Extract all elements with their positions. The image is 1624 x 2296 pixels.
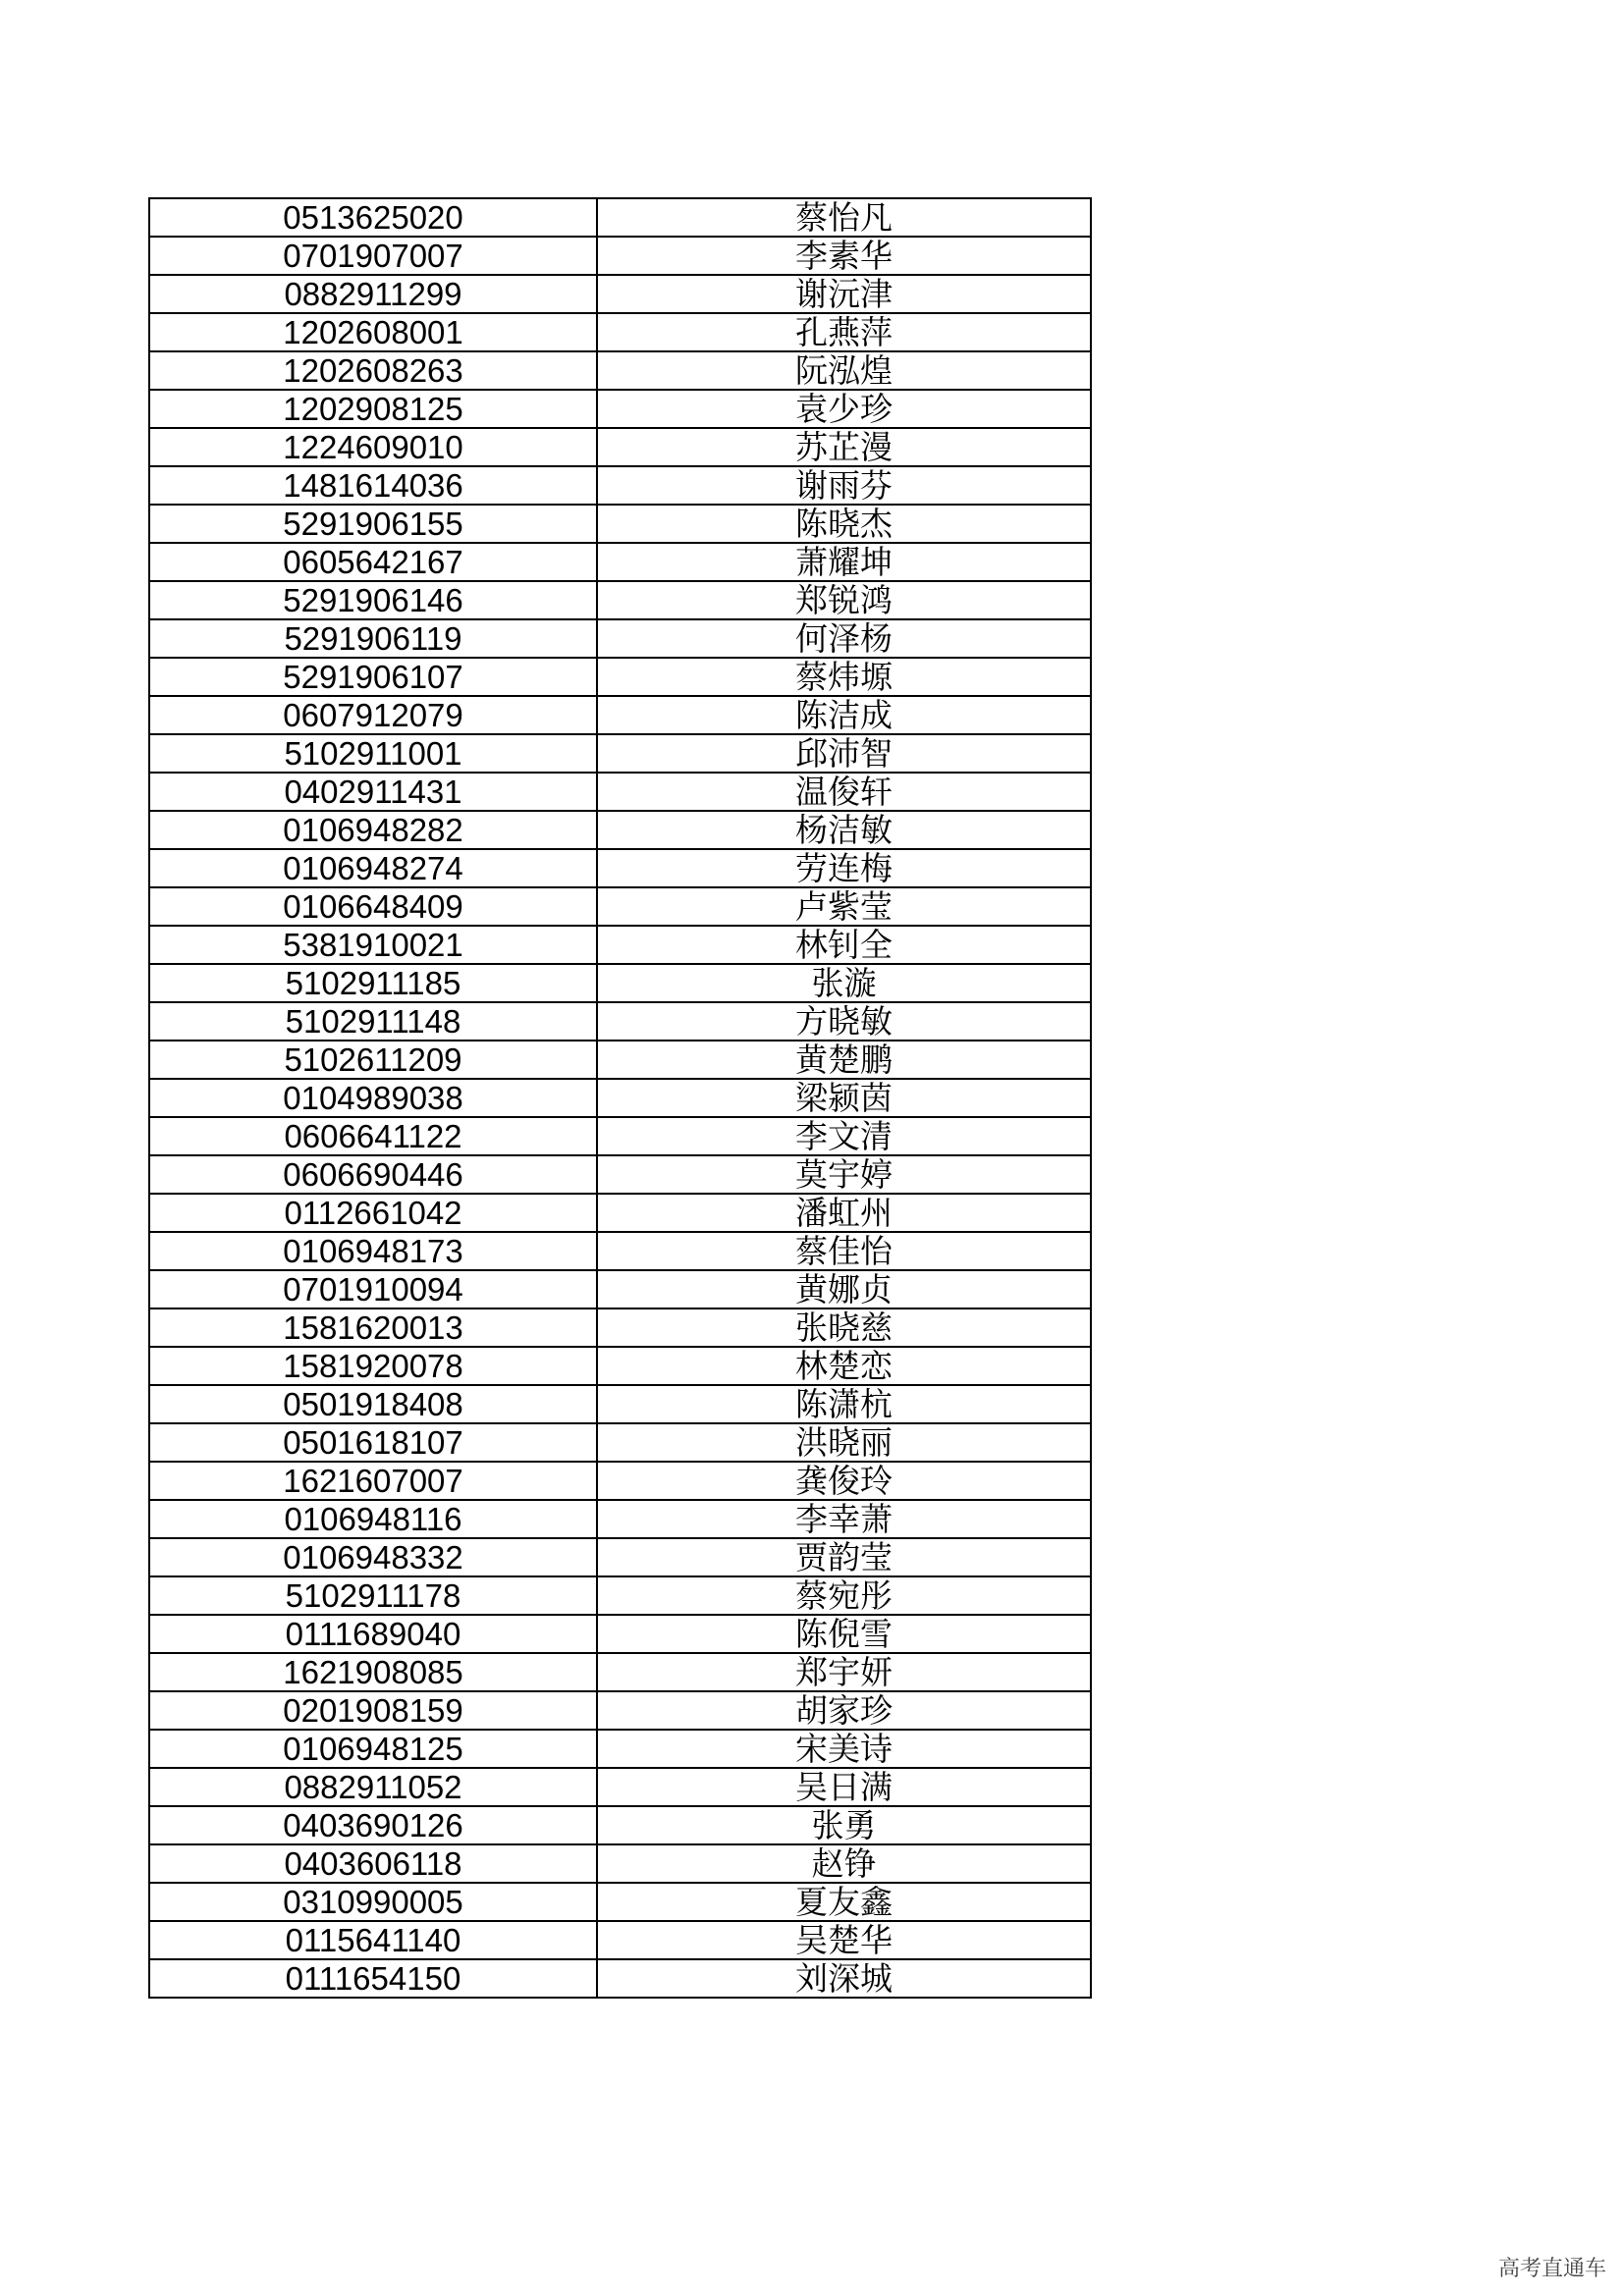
student-name-cell: 夏友鑫 <box>597 1883 1091 1921</box>
student-id-cell: 5102911001 <box>149 734 597 773</box>
student-name-cell: 张晓慈 <box>597 1308 1091 1347</box>
table-row <box>149 1194 1091 1232</box>
table-row <box>149 1462 1091 1500</box>
table-row <box>149 1691 1091 1730</box>
table-row <box>149 466 1091 505</box>
student-id-cell: 0310990005 <box>149 1883 597 1921</box>
student-name-cell: 陈洁成 <box>597 696 1091 734</box>
student-id-cell: 0606641122 <box>149 1117 597 1155</box>
student-id-cell: 5291906155 <box>149 505 597 543</box>
table-row <box>149 1768 1091 1806</box>
table-row <box>149 1576 1091 1615</box>
table-row <box>149 1155 1091 1194</box>
student-name-cell: 陈倪雪 <box>597 1615 1091 1653</box>
student-name-cell: 阮泓煌 <box>597 351 1091 390</box>
table-row <box>149 313 1091 351</box>
student-table <box>148 197 1092 1999</box>
table-row <box>149 1270 1091 1308</box>
student-name-cell: 谢雨芬 <box>597 466 1091 505</box>
student-name-cell: 陈潇杭 <box>597 1385 1091 1423</box>
student-id-cell: 5381910021 <box>149 926 597 964</box>
table-row <box>149 1730 1091 1768</box>
student-id-cell: 0112661042 <box>149 1194 597 1232</box>
student-id-cell: 0882911052 <box>149 1768 597 1806</box>
student-id-cell: 5102611209 <box>149 1041 597 1079</box>
table-row <box>149 1423 1091 1462</box>
student-id-cell: 0106948173 <box>149 1232 597 1270</box>
student-id-cell: 1621908085 <box>149 1653 597 1691</box>
table-row <box>149 1844 1091 1883</box>
table-row <box>149 275 1091 313</box>
student-id-cell: 1621607007 <box>149 1462 597 1500</box>
student-name-cell: 张漩 <box>597 964 1091 1002</box>
student-name-cell: 郑锐鸿 <box>597 581 1091 619</box>
student-name-cell: 洪晓丽 <box>597 1423 1091 1462</box>
watermark-text: 高考直通车 <box>1497 2257 1606 2281</box>
student-id-cell: 0605642167 <box>149 543 597 581</box>
student-name-cell: 李素华 <box>597 237 1091 275</box>
student-name-cell: 吴日满 <box>597 1768 1091 1806</box>
table-row <box>149 237 1091 275</box>
student-name-cell: 林楚恋 <box>597 1347 1091 1385</box>
student-id-cell: 0513625020 <box>149 198 597 237</box>
student-name-cell: 蔡佳怡 <box>597 1232 1091 1270</box>
student-name-cell: 张勇 <box>597 1806 1091 1844</box>
student-id-cell: 5291906107 <box>149 658 597 696</box>
student-id-cell: 1202608263 <box>149 351 597 390</box>
student-name-cell: 劳连梅 <box>597 849 1091 887</box>
table-row <box>149 619 1091 658</box>
table-row <box>149 1079 1091 1117</box>
student-id-cell: 5102911185 <box>149 964 597 1002</box>
student-id-cell: 1581920078 <box>149 1347 597 1385</box>
student-id-cell: 0606690446 <box>149 1155 597 1194</box>
student-id-cell: 0403690126 <box>149 1806 597 1844</box>
student-name-cell: 莫宇婷 <box>597 1155 1091 1194</box>
student-id-cell: 0607912079 <box>149 696 597 734</box>
table-row <box>149 1117 1091 1155</box>
student-id-cell: 0104989038 <box>149 1079 597 1117</box>
table-row <box>149 1385 1091 1423</box>
student-id-cell: 1581620013 <box>149 1308 597 1347</box>
student-id-cell: 0402911431 <box>149 773 597 811</box>
table-row <box>149 658 1091 696</box>
student-name-cell: 苏芷漫 <box>597 428 1091 466</box>
student-name-cell: 贾韵莹 <box>597 1538 1091 1576</box>
student-name-cell: 宋美诗 <box>597 1730 1091 1768</box>
student-id-cell: 0106648409 <box>149 887 597 926</box>
table-row <box>149 543 1091 581</box>
table-row <box>149 734 1091 773</box>
student-id-cell: 1202608001 <box>149 313 597 351</box>
student-name-cell: 李文清 <box>597 1117 1091 1155</box>
table-row <box>149 1041 1091 1079</box>
student-name-cell: 何泽杨 <box>597 619 1091 658</box>
student-id-cell: 0106948332 <box>149 1538 597 1576</box>
table-body <box>149 198 1091 1998</box>
student-name-cell: 黄娜贞 <box>597 1270 1091 1308</box>
table-row <box>149 351 1091 390</box>
student-name-cell: 蔡宛彤 <box>597 1576 1091 1615</box>
student-name-cell: 陈晓杰 <box>597 505 1091 543</box>
table-row <box>149 1002 1091 1041</box>
student-id-cell: 0115641140 <box>149 1921 597 1959</box>
student-id-cell: 5102911178 <box>149 1576 597 1615</box>
table-row <box>149 1538 1091 1576</box>
student-id-cell: 0501618107 <box>149 1423 597 1462</box>
table-row <box>149 811 1091 849</box>
student-name-cell: 谢沅津 <box>597 275 1091 313</box>
table-row <box>149 1653 1091 1691</box>
student-id-cell: 0701907007 <box>149 237 597 275</box>
student-name-cell: 李幸萧 <box>597 1500 1091 1538</box>
student-name-cell: 赵铮 <box>597 1844 1091 1883</box>
student-name-cell: 蔡怡凡 <box>597 198 1091 237</box>
student-name-cell: 梁颍茵 <box>597 1079 1091 1117</box>
table-row <box>149 1347 1091 1385</box>
table-row <box>149 390 1091 428</box>
student-name-cell: 胡家珍 <box>597 1691 1091 1730</box>
table-row <box>149 428 1091 466</box>
table-row <box>149 505 1091 543</box>
student-id-cell: 0111689040 <box>149 1615 597 1653</box>
student-name-cell: 黄楚鹏 <box>597 1041 1091 1079</box>
student-id-cell: 0106948282 <box>149 811 597 849</box>
student-name-cell: 温俊轩 <box>597 773 1091 811</box>
student-id-cell: 0882911299 <box>149 275 597 313</box>
student-name-cell: 卢紫莹 <box>597 887 1091 926</box>
student-id-cell: 0106948125 <box>149 1730 597 1768</box>
student-name-cell: 蔡炜塬 <box>597 658 1091 696</box>
student-name-cell: 吴楚华 <box>597 1921 1091 1959</box>
student-id-cell: 5291906146 <box>149 581 597 619</box>
student-name-cell: 刘深城 <box>597 1959 1091 1998</box>
student-name-cell: 萧耀坤 <box>597 543 1091 581</box>
student-name-cell: 郑宇妍 <box>597 1653 1091 1691</box>
student-name-cell: 袁少珍 <box>597 390 1091 428</box>
table-row <box>149 964 1091 1002</box>
student-id-cell: 0403606118 <box>149 1844 597 1883</box>
table-row <box>149 1500 1091 1538</box>
table-row <box>149 198 1091 237</box>
student-name-cell: 龚俊玲 <box>597 1462 1091 1500</box>
student-name-cell: 杨洁敏 <box>597 811 1091 849</box>
student-id-cell: 1202908125 <box>149 390 597 428</box>
student-id-cell: 0106948116 <box>149 1500 597 1538</box>
student-id-cell: 5291906119 <box>149 619 597 658</box>
student-id-cell: 0701910094 <box>149 1270 597 1308</box>
student-name-cell: 林钊全 <box>597 926 1091 964</box>
table-row <box>149 1883 1091 1921</box>
student-id-cell: 0201908159 <box>149 1691 597 1730</box>
student-name-cell: 邱沛智 <box>597 734 1091 773</box>
table-row <box>149 1806 1091 1844</box>
table-row <box>149 1615 1091 1653</box>
student-id-cell: 1224609010 <box>149 428 597 466</box>
student-name-cell: 孔燕萍 <box>597 313 1091 351</box>
table-row <box>149 581 1091 619</box>
table-row <box>149 887 1091 926</box>
table-row <box>149 926 1091 964</box>
student-name-cell: 潘虹州 <box>597 1194 1091 1232</box>
table-row <box>149 1308 1091 1347</box>
student-id-cell: 1481614036 <box>149 466 597 505</box>
table-row <box>149 773 1091 811</box>
student-id-cell: 0111654150 <box>149 1959 597 1998</box>
student-name-cell: 方晓敏 <box>597 1002 1091 1041</box>
student-id-cell: 0106948274 <box>149 849 597 887</box>
table-row <box>149 849 1091 887</box>
table-row <box>149 696 1091 734</box>
table-row <box>149 1232 1091 1270</box>
table-row <box>149 1921 1091 1959</box>
student-id-cell: 0501918408 <box>149 1385 597 1423</box>
table-row <box>149 1959 1091 1998</box>
student-id-cell: 5102911148 <box>149 1002 597 1041</box>
